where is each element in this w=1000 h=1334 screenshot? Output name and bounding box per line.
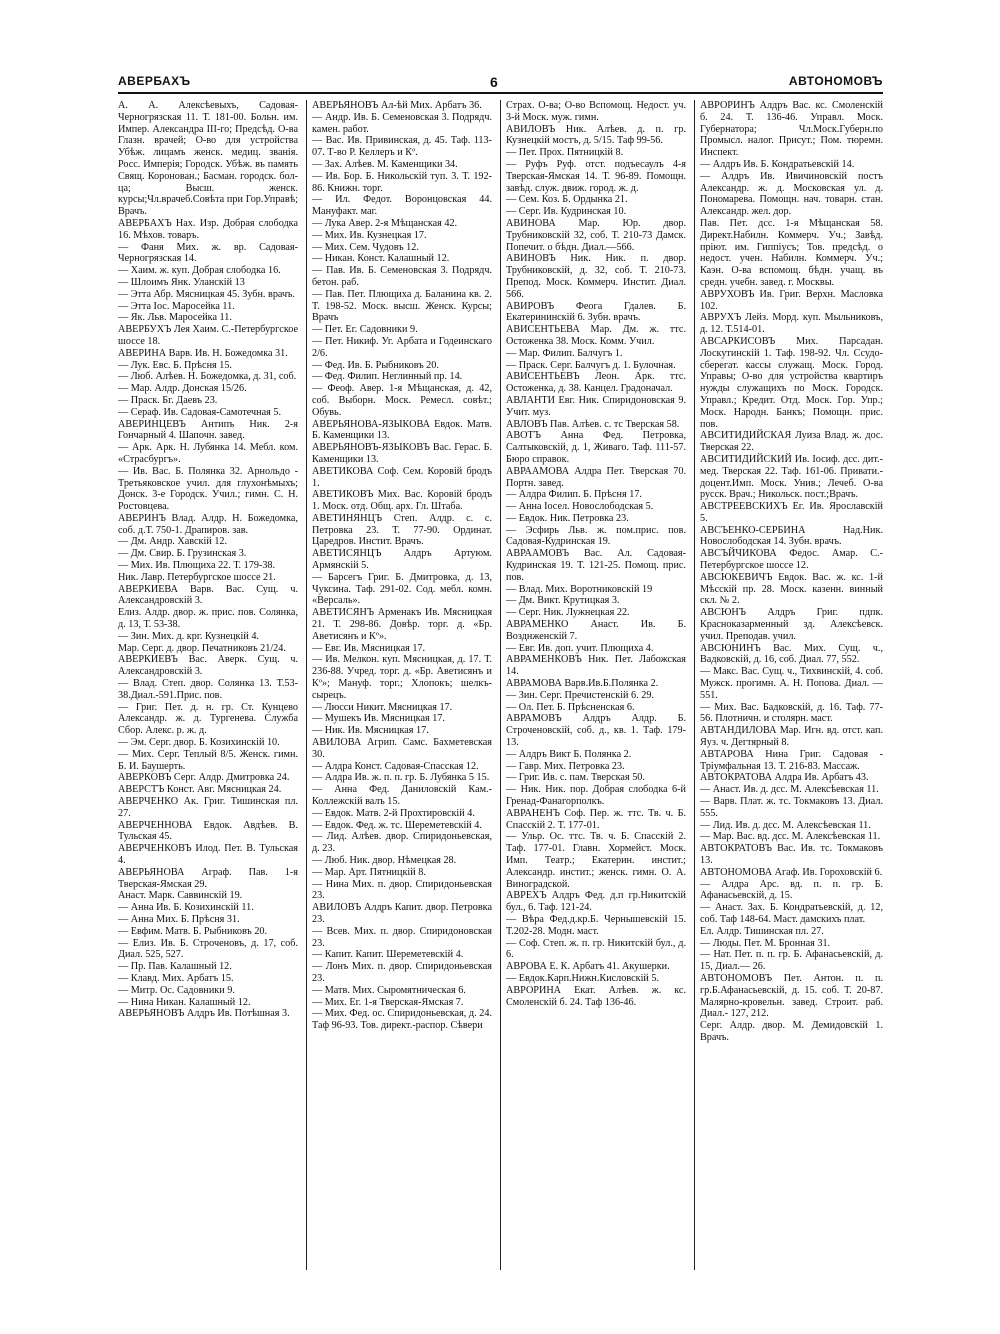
directory-entry: — Алдра Конст. Садовая-Спасская 12. [312, 760, 479, 772]
directory-entry: — Лонъ Мих. п. двор. Спиридоньевская 23. [312, 961, 492, 984]
directory-entry: — Мар. Арт. Пятницкій 8. [312, 866, 426, 878]
header-rule [118, 92, 883, 94]
directory-entry: — Андр. Ив. Б. Семеновская 3. Подрядч. камен. работ. [312, 111, 492, 135]
directory-entry: — Мих. Ег. 1-я Тверская-Ямская 7. [312, 996, 464, 1008]
directory-entry: — Ник. Ив. Мясницкая 17. [312, 725, 429, 737]
directory-entry: — Анна Ив. Б. Козихинскій 11. [118, 902, 254, 914]
directory-entry: — Анаст. Зах. Б. Кондратьевскій, д. 12, соб. Таф 148-64. Маст. дамскихъ плат. [700, 902, 883, 925]
directory-entry: АВТОНОМОВЪ Пет. Антон. п. п. гр.Б.Афанасьевскій, д. 15. соб. Т. 20-87. Малярно-кровельн. завед. Строит. раб. Диал.- 127, 212. [700, 972, 883, 1020]
directory-entry: АВСЮНИНЪ Вас. Мих. Сущ. ч., Вадковскій, д. 16, соб. Диал. 77, 552. [700, 642, 883, 666]
directory-entry: АВИСЕНТЬЕВЪ Леон. Арк. ттс. Остоженка, д. 38. Канцел. Градоначал. [506, 371, 686, 395]
directory-entry: АВРАМЕНКОВЪ Ник. Пет. Лабожская 14. [506, 654, 686, 678]
directory-entry: АВИЛОВЪ Ник. Алѣев. д. п. гр. Кузнецкій мостъ, д. 5/15. Таф 99-56. [506, 123, 686, 147]
directory-entry: — Этта Іос. Маросейка 11. [118, 300, 235, 312]
directory-entry: АВТАНДИЛОВА Мар. Игн. вд. отст. кап. Яуз. ч. Дегтярный 8. [700, 725, 883, 749]
directory-entry: АВЕРИНЦЕВЪ Антипъ Ник. 2-я Гончарный 4. Шапочн. завед. [118, 418, 298, 442]
directory-entry: АВСЪЕНКО-СЕРБИНА Над.Ник. Новослободская 14. Зубн. врачъ. [700, 524, 883, 548]
directory-entry: — Праск. Серг. Балчугъ д. 1. Булочная. [506, 359, 676, 371]
column-1 [118, 100, 298, 1270]
directory-entry: Ник. Лавр. Петербургское шоссе 21. [118, 571, 276, 583]
directory-entry: АВЕТИКОВЪ Мих. Вас. Коровій бродъ 1. Моск. отд. Общ. арх. Гл. Штаба. [312, 489, 492, 513]
directory-entry: — Анна Мих. Б. Прѣсня 31. [118, 913, 240, 925]
directory-entry: — Нат. Пет. п. п. гр. Б. Афанасьевскій, д. 15, Диал.— 26. [700, 949, 883, 973]
column-divider [694, 100, 695, 1270]
column-4 [700, 100, 883, 1270]
directory-entry: — Ив. Вас. Б. Полянка 32. Арнольдо - Третьяковское учил. для глухонѣмыхъ; Донск. 3-е Городск. Учил.; гимн. С. Н. Ростовцева. [118, 465, 298, 513]
directory-entry: — Эм. Серг. двор. Б. Козихинскій 10. [118, 737, 280, 749]
directory-entry: — Анна Іосел. Новослободская 5. [506, 501, 654, 513]
directory-entry: АВЕТИСЯНЪ Арменакъ Ив. Мясницкая 21. Т. 298-86. Довѣр. торг. д. «Бр. Аветисянъ и Кº». [312, 607, 492, 642]
directory-entry: — Як. Льв. Маросейка 11. [118, 312, 232, 324]
directory-entry: — Мар. Филип. Балчугъ 1. [506, 347, 623, 359]
directory-entry: АВЕРИНА Варв. Ив. Н. Божедомка 31. [118, 347, 288, 359]
directory-entry: АВЕРБУХЪ Лея Хаим. С.-Петербургское шоссе 18. [118, 324, 298, 347]
directory-entry: — Серг. Ник. Лужнецкая 22. [506, 607, 630, 619]
directory-entry: АВРОРИНЪ Алдръ Вас. кс. Смоленскій б. 24. Т. 136-46. Управл. Моск. Губернатора; Чл.Моск.Губерн.по Промысл. налог. Присут.; Пом. тюремн. Инспект. [700, 100, 883, 159]
directory-entry: — Евдок. Матв. 2-й Прохтировскій 4. [312, 807, 475, 819]
directory-entry: — Лид. Алѣев. двор. Спиридоньевская, д. 23. [312, 831, 492, 855]
directory-entry: АВЕРЧЕНКОВЪ Илод. Пет. В. Тульская 4. [118, 843, 298, 866]
directory-entry: — Люб. Ник. двор. Нѣмецкая 28. [312, 855, 457, 866]
directory-entry: АВРОВА Е. К. Арбатъ 41. Акушерки. [506, 961, 670, 973]
directory-entry: — Анаст. Ив. д. дсс. М. Алексѣевская 11. [700, 784, 879, 796]
directory-entry: АВЕРИНЪ Влад. Алдр. Н. Божедомка, соб. д.Т. 750-1. Драпиров. зав. [118, 512, 298, 536]
directory-entry: — Люды. Пет. М. Бронная 31. [700, 937, 831, 949]
directory-entry: — Митр. Ос. Садовники 9. [118, 984, 235, 996]
directory-entry: Серг. Алдр. двор. М. Демидовскій 1. Врачъ. [700, 1020, 883, 1043]
column-divider [306, 100, 307, 1270]
directory-entry: АВИЛОВЪ Алдръ Капит. двор. Петровка 23. [312, 902, 492, 925]
directory-entry: — Дм. Викт. Крутицкая 3. [506, 595, 620, 607]
directory-entry: — Никан. Конст. Калашный 12. [312, 253, 450, 265]
directory-entry: Елиз. Алдр. двор. ж. прис. пов. Солянка, д. 13, Т. 53-38. [118, 607, 298, 631]
directory-entry: АВЕРКОВЪ Серг. Алдр. Дмитровка 24. [118, 772, 290, 784]
directory-entry: — Пет. Ег. Садовники 9. [312, 324, 418, 336]
directory-entry: — Мих. Сем. Чудовъ 12. [312, 241, 419, 253]
directory-entry: — Арк. Арк. Н. Лубянка 14. Мебл. ком. «Страсбургъ». [118, 442, 298, 465]
directory-entry: АВИНОВА Мар. Юр. двор. Трубниковскій 32, соб. Т. 210-73 Дамск. Попечит. о бѣдн. Диал.—566. [506, 217, 686, 253]
directory-entry: — Евдок. Ник. Петровка 23. [506, 512, 629, 524]
directory-entry: АВРУХОВЪ Ив. Григ. Верхн. Масловка 102. [700, 288, 883, 312]
directory-entry: — Клавд. Мих. Арбатъ 15. [118, 972, 234, 984]
directory-entry: — Пр. Пав. Калашный 12. [118, 961, 232, 973]
directory-entry: — Руфъ Руф. отст. подъесаулъ 4-я Тверская-Ямская 14. Т. 96-89. Помощн. завѣд. служ. движ. город. ж. д. [506, 158, 686, 194]
directory-entry: АВТОНОМОВА Агаф. Ив. Гороховскій 6. [700, 866, 883, 878]
directory-entry: — Сераф. Ив. Садовая-Самотечная 5. [118, 406, 282, 418]
directory-entry: АВСТРЕЕВСКИХЪ Ег. Ив. Ярославскій 5. [700, 501, 883, 524]
directory-entry: — Зин. Серг. Пречистенскій 6. 29. [506, 689, 654, 701]
directory-entry: АВЕТИКОВА Соф. Сем. Коровій бродъ 1. [312, 465, 492, 489]
directory-entry: — Мих. Фед. ос. Спиридоньевская, д. 24. Таф 96-93. Тов. директ.-распор. Сѣвери [312, 1008, 492, 1032]
directory-entry: — Праск. Бг. Даевъ 23. [118, 394, 218, 406]
directory-entry: Пав. Пет. дсс. 1-я Мѣщанская 58. Директ.Набилн. Коммерч. Уч.; Завѣд. пріют. им. Гиппіусъ; Тов. предсѣд. о недост. учен. Набилн. Коммерч. Уч.; Каэн. О-ва вспомощ. бѣдн. учащ. въ средн. учебн. завед. г. Москвы. [700, 217, 883, 288]
directory-entry: АВЕРЧЕНКО Ак. Григ. Тишинская пл. 27. [118, 796, 298, 819]
directory-entry: — Пет. Прох. Пятницкій 8. [506, 147, 624, 159]
directory-entry: — Евг. Ив. доп. учит. Плющиха 4. [506, 642, 654, 654]
directory-entry: АВРАМОВА Варв.Ив.Б.Полянка 2. [506, 678, 659, 690]
page-number: 6 [490, 74, 499, 90]
directory-entry: АВЕТИСЯНЦЪ Алдръ Артуюм. Армянскій 5. [312, 548, 492, 572]
column-3 [506, 100, 686, 1270]
directory-entry: — Мих. Ив. Плющиха 22. Т. 179-38. [118, 560, 276, 572]
directory-entry: АВСЮКЕВИЧЪ Евдок. Вас. ж. кс. 1-й Мѣсскій пр. 28. Моск. казенн. винный скл. № 2. [700, 571, 883, 607]
directory-entry: АВЕРЬЯНОВЪ Алдръ Ив. Потѣшная 3. [118, 1008, 290, 1020]
directory-entry: — Гавр. Мих. Петровка 23. [506, 760, 625, 772]
directory-entry: — Евдок. Фед. ж. тс. Шереметевскій 4. [312, 819, 482, 831]
directory-entry: — Барсегъ Григ. Б. Дмитровка, д. 13, Чуксина. Таф. 291-02. Сод. мебл. комн. «Версаль». [312, 571, 492, 607]
directory-entry: АВИЛОВА Агрип. Самс. Бахметевская 30. [312, 737, 492, 760]
directory-entry: — Григ. Пет. д. н. гр. Ст. Кунцево Александр. ж. д. Тургенева. Служба Сбор. Алекс. р. ж. д. [118, 701, 298, 737]
directory-entry: АВРУХЪ Лейз. Морд. куп. Мыльниковъ, д. 12. Т.514-01. [700, 312, 883, 336]
directory-entry: АВСЪЙЧИКОВА Федос. Амар. С.-Петербургское шоссе 12. [700, 548, 883, 572]
directory-entry: — Вас. Ив. Привинская, д. 45. Таф. 113-07. Т-во Р. Келлеръ и Кº. [312, 135, 492, 159]
directory-entry: — Григ. Ив. с. пам. Тверская 50. [506, 772, 645, 784]
directory-entry: АВСАРКИСОВЪ Мих. Парсадан. Лоскутинскій 1. Таф. 198-92. Чл. Ссудо-сберегат. кассы служащ. Моск. Город. Управы; О-во для устройства квартиръ нужды служащихъ по Моск. Городск. Управл.; Кредит. Отд. Моск. Гор. Упр.; Моск. Народн. Банкъ; Помощн. прис. пов. [700, 335, 883, 430]
directory-entry: — Мар. Алдр. Донская 15/26. [118, 383, 247, 395]
directory-entry: — Анна Фед. Даниловскій Кам.-Коллежскій валъ 15. [312, 784, 492, 808]
directory-entry: АВРЕХЪ Алдръ Фед. д.п гр.Никитскій бул., 6. Таф. 121-24. [506, 890, 686, 914]
directory-entry: — Алдра Ив. ж. п. п. гр. Б. Лубянка 5 15. [312, 772, 490, 784]
directory-entry: — Шлоимъ Янк. Уланскій 13 [118, 276, 245, 288]
directory-entry: АВТАРОВА Нина Григ. Садовая - Тріумфальная 13. Т. 216-83. Массаж. [700, 748, 883, 772]
directory-entry: — Ив. Бор. Б. Никольскій туп. 3. Т. 192-86. Книжн. торг. [312, 170, 492, 194]
directory-entry: — Хаим. ж. куп. Добрая слободка 16. [118, 265, 281, 277]
directory-entry: — Фаня Мих. ж. вр. Садовая-Черногрязская 14. [118, 241, 298, 265]
directory-entry: АВЕРЬЯНОВА-ЯЗЫКОВА Евдок. Матв. Б. Каменщики 13. [312, 418, 492, 442]
directory-entry: — Зин. Мих. д. крг. Кузнецкій 4. [118, 630, 259, 642]
directory-entry: — Лука Авер. 2-я Мѣщанская 42. [312, 217, 458, 229]
directory-entry: — Серг. Ив. Кудринская 10. [506, 206, 627, 218]
directory-entry: — Ульр. Ос. ттс. Тв. ч. Б. Спасскій 2. Таф. 177-01. Главн. Хормейст. Моск. Имп. Театр.; Екатерин. инстит.; Александр. инстит.; женск. гимн. О. А. Виноградской. [506, 831, 686, 890]
directory-entry: — Влад. Мих. Воротниковскій 19 [506, 583, 653, 595]
directory-entry: — Лид. Ив. д. дсс. М. Алексѣевская 11. [700, 819, 871, 831]
directory-entry: — Алдра Филип. Б. Прѣсня 17. [506, 489, 642, 501]
directory-entry: — Ник. Ник. пор. Добрая слободка 6-й Гренад-Фанагорполкъ. [506, 784, 686, 808]
directory-entry: Анаст. Марк. Саввинскій 19. [118, 890, 243, 902]
header-right-word: АВТОНОМОВЪ [788, 74, 883, 88]
directory-entry: — Влад. Степ. двор. Солянка 13. Т.53-38.Диал.-591.Прис. пов. [118, 678, 298, 701]
directory-entry: — Варв. Плат. ж. тс. Токмаковъ 13. Диал. 555. [700, 796, 883, 819]
directory-entry: — Лук. Евс. Б. Прѣсня 15. [118, 359, 232, 371]
directory-entry: АВСИТИДИЙСКИЙ Ив. Іосиф. дсс. дит.-мед. Тверская 22. Таф. 161-06. Привати.-доцент.Имп. Моск. Унив.; Лечеб. О-ва русск. Врач.; Никольск. пост.;Врачъ. [700, 453, 883, 501]
directory-entry: — Матв. Мих. Сыромятническая 6. [312, 984, 466, 996]
directory-entry: — Евдок.Карп.Нижн.Кисловскій 5. [506, 972, 660, 984]
directory-entry: — Всев. Мих. п. двор. Спиридоновская 23. [312, 925, 492, 949]
directory-entry: — Нина Мих. п. двор. Спиридоньевская 23. [312, 878, 492, 902]
directory-entry: АВЕРКИЕВЪ Вас. Аверк. Сущ. ч. Александровскій 3. [118, 654, 298, 678]
directory-entry: — Мих. Ив. Кузнецкая 17. [312, 229, 427, 241]
header-left-word: АВЕРБАХЪ [118, 74, 191, 88]
directory-entry: — Люб. Алѣев. Н. Божедомка, д. 31, соб. [118, 371, 297, 383]
directory-entry: АВСИТИДИЙСКАЯ Луиза Влад. ж. дос. Тверская 22. [700, 430, 883, 454]
directory-entry: АВРОРИНА Екат. Алѣев. ж. кс. Смоленскій б. 24. Таф 136-46. [506, 984, 686, 1008]
directory-entry: АВРААМОВА Алдра Пет. Тверская 70. Портн. завед. [506, 465, 686, 489]
directory-entry: — Мих. Серг. Теплый 8/5. Женск. гимн. Б. И. Баушерть. [118, 748, 298, 772]
directory-entry: АВЕРЬЯНОВЪ-ЯЗЫКОВЪ Вас. Герас. Б. Каменщики 13. [312, 442, 492, 465]
directory-entry: АВЕРЬЯНОВЪ Ал-ѣй Мих. Арбатъ 36. [312, 100, 482, 111]
directory-entry: — Алдръ Викт Б. Полянка 2. [506, 748, 632, 760]
directory-entry: АВЕРБАХЪ Нах. Изр. Добрая слободка 16. Мѣхов. товаръ. [118, 217, 298, 241]
directory-entry: — Алдръ Ив. Б. Кондратьевскій 14. [700, 158, 855, 170]
directory-entry: — Фед. Ив. Б. Рыбниковъ 20. [312, 359, 439, 371]
directory-entry: — Евг. Ив. Мясницкая 17. [312, 642, 426, 654]
directory-entry: — Мушекъ Ив. Мясницкая 17. [312, 713, 445, 725]
directory-entry: — Макс. Вас. Сущ. ч., Тихвинскій, 4. соб. Мужск. прогимн. А. Н. Попова. Диал. — 551. [700, 666, 883, 701]
directory-entry: АВИСЕНТЬЕВА Мар. Дм. ж. ттс. Остоженка 38. Моск. Комм. Учил. [506, 324, 686, 347]
directory-entry: — Пет. Никиф. Уг. Арбата и Годеинскаго 2/6. [312, 335, 492, 359]
directory-entry: — Этта Абр. Мясницкая 45. Зубн. врачъ. [118, 288, 295, 300]
directory-entry: АВТОКРАТОВЪ Вас. Ив. тс. Токмаковъ 13. [700, 843, 883, 866]
directory-entry: АВЕРСТЪ Конст. Авг. Мясницкая 24. [118, 784, 282, 796]
directory-entry: — Дм. Свир. Б. Грузинская 3. [118, 548, 247, 560]
directory-entry: АВРАНЕНЪ Соф. Пер. ж. ттс. Тв. ч. Б. Спасскій 2. Т. 177-01. [506, 807, 686, 831]
directory-entry: АВЕРЬЯНОВА Аграф. Пав. 1-я Тверская-Ямская 29. [118, 866, 298, 890]
directory-entry: — Алдра Арс. вд. п. п. гр. Б. Афанасьевскій, д. 15. [700, 878, 883, 902]
directory-entry: — Алдръ Ив. Ивичиновскій постъ Александр. ж. д. Московская ул. д. Пономарева. Помощн. нач. товарн. стан. Александр. жел. дор. [700, 170, 883, 218]
directory-entry: АВЕТИНЯНЦЪ Степ. Алдр. с. с. Петровка 23. Т. 77-90. Ординат. Царедров. Инстит. Врачъ. [312, 512, 492, 548]
column-2 [312, 100, 492, 1270]
directory-entry: АВТОКРАТОВА Алдра Ив. Арбатъ 43. [700, 772, 869, 784]
directory-entry: Страх. О-ва; О-во Вспомощ. Недост. уч. 3-й Моск. муж. гимн. [506, 100, 686, 123]
directory-entry: АВИНОВЪ Ник. Ник. п. двор. Трубниковскій, д. 32, соб. Т. 210-73. Препод. Моск. Коммерч. Инстит. Диал. 566. [506, 253, 686, 300]
directory-entry: — Ол. Пет. Б. Прѣсненская 6. [506, 701, 635, 713]
directory-entry: АВИРОВЪ Феога Гдалев. Б. Екатерининскій 6. Зубн. врачъ. [506, 300, 686, 324]
directory-entry: А. А. Алексѣевыхъ, Садовая-Черногрязская 11. Т. 181-00. Больн. им. Импер. Александра III-го; Предсѣд. О-ва Глазн. врачей; О-во для устройства Убѣж. лицамъ женск. медиц. званія. Росс. Имперія; Городск. Убѣж. въ память Свящ. Коронован.; Басман. городск. бол-ца; Высш. женск. курсы;Чл.врачеб.Совѣта при Гор.Управѣ; Врачъ. [118, 100, 298, 218]
directory-entry: — Ил. Федот. Воронцовская 44. Мануфакт. маг. [312, 194, 492, 218]
directory-entry: — Ив. Мелкон. куп. Мясницкая, д. 17. Т. 236-88. Учред. торг. д. «Бр. Аветисянъ и Кº»; Мануф. торг.; Хлопокъ; шелкъ-сырецъ. [312, 654, 492, 701]
directory-entry: АВРААМОВЪ Вас. Ал. Садовая-Кудринская 19. Т. 121-25. Помощ. прис. пов. [506, 548, 686, 583]
directory-entry: АВРАМЕНКО Анаст. Ив. Б. Возднженскій 7. [506, 619, 686, 642]
directory-entry: — Капит. Капит. Шереметевскій 4. [312, 949, 464, 961]
directory-entry: — Мих. Вас. Бадковскій, д. 16. Таф. 77-56. Плотничн. и столярн. маст. [700, 701, 883, 725]
directory-entry: АВЕРЧЕННОВА Евдок. Авдѣев. В. Тульская 45. [118, 819, 298, 843]
directory-entry: Мар. Серг. д. двор. Печатниковъ 21/24. [118, 642, 286, 654]
directory-entry: — Пав. Пет. Плющиха д. Баланина кв. 2. Т. 198-52. Моск. высш. Женск. Курсы; Врачъ [312, 288, 492, 324]
directory-entry: АВЕРКИЕВА Варв. Вас. Сущ. ч. Александровскій 3. [118, 583, 298, 607]
directory-entry: — Нина Никан. Калашный 12. [118, 996, 251, 1008]
directory-entry: — Люсси Никит. Мясницкая 17. [312, 701, 453, 713]
directory-entry: Ел. Алдр. Тишинская пл. 27. [700, 925, 824, 937]
directory-entry: АВЛАНТИ Евг. Ник. Спиридоновская 9. Учит. муз. [506, 394, 686, 418]
directory-entry: АВСЮНЪ Алдръ Григ. пдпк. Красноказарменный зд. Алексѣевск. учил. Преподав. учил. [700, 607, 883, 642]
directory-entry: АВОТЪ Анна Фед. Петровка, Салтыковскій, д. 1, Живаго. Таф. 111-57. Бюро справок. [506, 430, 686, 465]
directory-entry: — Фед. Филип. Неглинный пр. 14. [312, 371, 463, 383]
directory-entry: — Мар. Вас. вд. дсс. М. Алексѣевская 11. [700, 831, 881, 843]
directory-entry: — Феоф. Авер. 1-я Мѣщанская, д. 42, соб. Выборн. Моск. Ремесл. совѣт.; Обувь. [312, 383, 492, 418]
directory-entry: — Эсфирь Льв. ж. пом.прис. пов. Садовая-Кудринская 19. [506, 524, 686, 548]
directory-entry: АВЛОВЪ Пав. Алѣев. с. тс Тверская 58. [506, 418, 680, 430]
directory-entry: — Соф. Степ. ж. п. гр. Никитскій бул., д. 6. [506, 937, 686, 961]
directory-entry: — Вѣра Фед.д.кр.Б. Чернышевскій 15. Т.202-28. Модн. маст. [506, 913, 686, 937]
directory-entry: — Зах. Алѣев. М. Каменщики 34. [312, 158, 458, 170]
directory-entry: АВРАМОВЪ Алдръ Алдр. Б. Строченовскій, соб. д., кв. 1. Таф. 179-13. [506, 713, 686, 749]
directory-entry: — Пав. Ив. Б. Семеновская 3. Подрядч. бетон. раб. [312, 265, 492, 288]
directory-entry: — Сем. Коз. Б. Ордынка 21. [506, 194, 628, 206]
directory-entry: — Евфим. Матв. Б. Рыбниковъ 20. [118, 925, 268, 937]
directory-entry: — Дм. Андр. Хавскій 12. [118, 536, 228, 548]
column-divider [500, 100, 501, 1270]
directory-entry: — Елиз. Ив. Б. Строченовъ, д. 17, соб. Диал. 525, 527. [118, 937, 298, 961]
